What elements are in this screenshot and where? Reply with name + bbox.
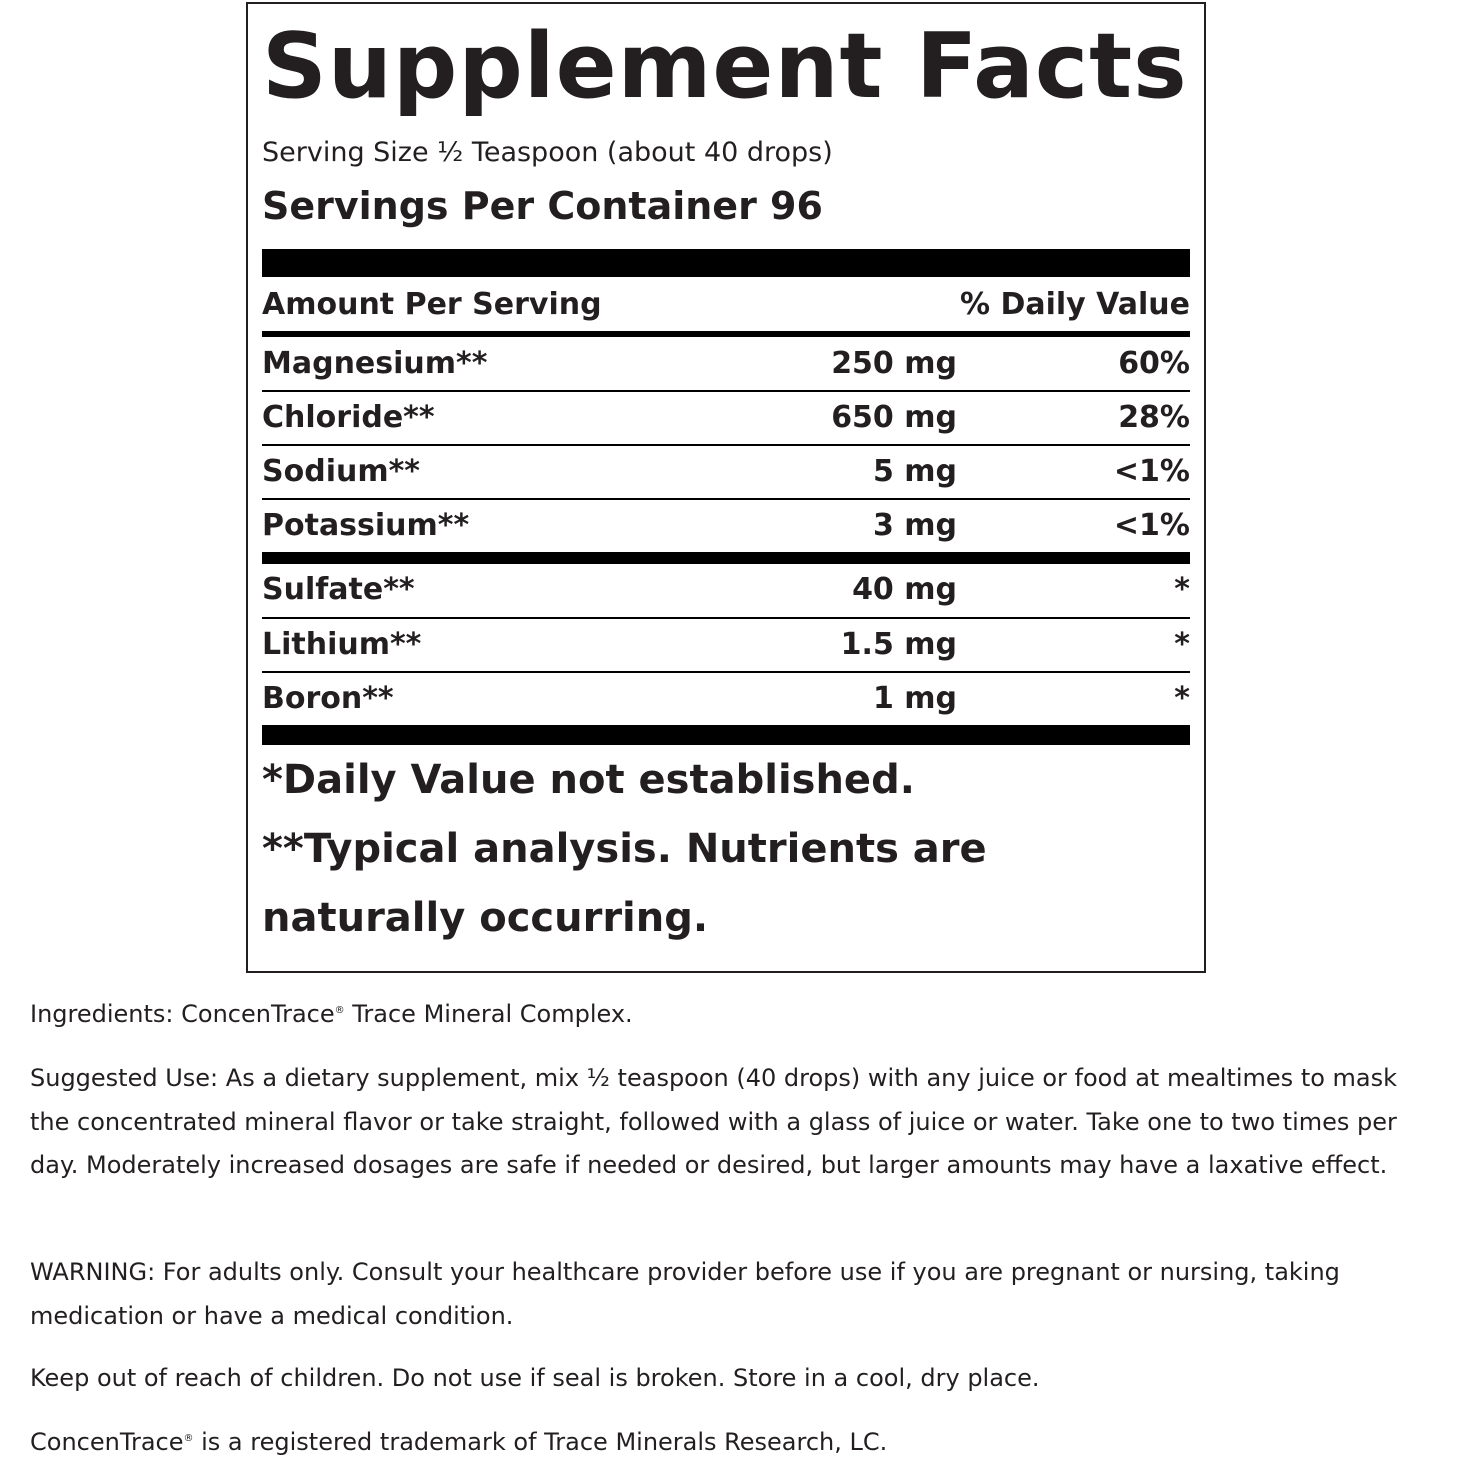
- supplement-facts-panel: [246, 2, 1206, 973]
- header-divider: [262, 331, 1190, 337]
- nutrient-name: Sodium**: [262, 454, 420, 489]
- nutrient-daily-value: *: [1174, 681, 1190, 716]
- nutrient-daily-value: 60%: [1118, 346, 1190, 381]
- trademark-prefix: ConcenTrace: [30, 1428, 184, 1456]
- nutrient-amount: 40 mg: [852, 572, 957, 607]
- footnote-daily-value: *Daily Value not established.: [262, 757, 915, 803]
- nutrient-amount: 250 mg: [831, 346, 957, 381]
- serving-size: Serving Size ½ Teaspoon (about 40 drops): [262, 137, 833, 168]
- daily-value-label: % Daily Value: [959, 287, 1190, 322]
- nutrient-row: [262, 500, 1190, 552]
- nutrient-name: Lithium**: [262, 627, 422, 662]
- nutrient-row: [262, 564, 1190, 616]
- nutrient-row: [262, 446, 1190, 498]
- ingredients-prefix: Ingredients: ConcenTrace: [30, 1000, 335, 1028]
- registered-mark: ®: [334, 1005, 345, 1016]
- nutrient-amount: 5 mg: [872, 454, 957, 489]
- nutrient-row: [262, 619, 1190, 671]
- thick-divider-top: [262, 249, 1190, 277]
- nutrient-daily-value: *: [1174, 572, 1190, 607]
- nutrient-row: [262, 673, 1190, 725]
- nutrient-amount: 1.5 mg: [840, 627, 957, 662]
- trademark-suffix: is a registered trademark of Trace Minerals Research, LC.: [193, 1428, 888, 1456]
- registered-mark: ®: [183, 1433, 194, 1444]
- footnote-typical-analysis: **Typical analysis. Nutrients are naturally occurring.: [262, 826, 987, 941]
- nutrient-amount: 650 mg: [831, 400, 957, 435]
- nutrient-amount: 3 mg: [872, 508, 957, 543]
- nutrient-daily-value: 28%: [1118, 400, 1190, 435]
- ingredients-suffix: Trace Mineral Complex.: [344, 1000, 633, 1028]
- nutrient-daily-value: <1%: [1113, 508, 1190, 543]
- servings-per-container: Servings Per Container 96: [262, 184, 823, 228]
- group-divider: [262, 552, 1190, 564]
- thick-divider-bottom: [262, 725, 1190, 745]
- amount-per-serving-label: Amount Per Serving: [262, 287, 602, 322]
- nutrient-row: [262, 392, 1190, 444]
- nutrient-name: Boron**: [262, 681, 394, 716]
- nutrient-name: Magnesium**: [262, 346, 488, 381]
- panel-title: Supplement Facts: [262, 14, 1188, 119]
- nutrient-daily-value: <1%: [1113, 454, 1190, 489]
- ingredients-text: [30, 993, 1430, 1037]
- nutrient-amount: 1 mg: [872, 681, 957, 716]
- nutrient-name: Potassium**: [262, 508, 470, 543]
- warning-text: WARNING: For adults only. Consult your healthcare provider before use if you are pregnant or nursing, taking medication or have a medical condition.: [30, 1258, 1340, 1330]
- suggested-use-text: Suggested Use: As a dietary supplement, mix ½ teaspoon (40 drops) with any juice or food at mealtimes to mask the concentrated mineral flavor or take straight, followed with a glass of juice or water. Take one to two times per day. Moderately increased dosages are safe if needed or desired, but larger amounts may have a laxative effect.: [30, 1064, 1398, 1179]
- nutrient-name: Sulfate**: [262, 572, 415, 607]
- storage-text: Keep out of reach of children. Do not use if seal is broken. Store in a cool, dry place.: [30, 1364, 1040, 1392]
- nutrient-row: [262, 338, 1190, 390]
- nutrient-daily-value: *: [1174, 627, 1190, 662]
- amount-header-row: [262, 280, 1190, 330]
- nutrient-name: Chloride**: [262, 400, 435, 435]
